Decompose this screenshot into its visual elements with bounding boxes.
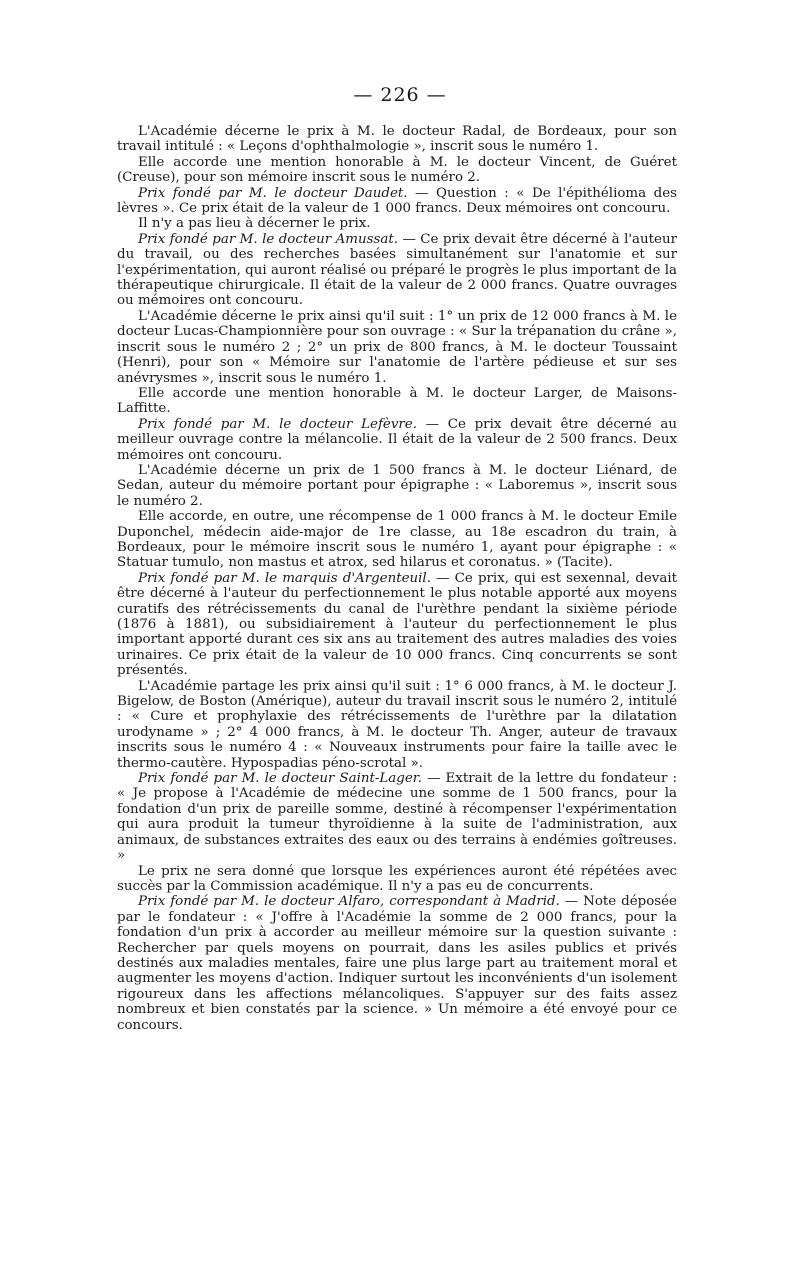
paragraph	[117, 864, 677, 895]
paragraph	[117, 509, 677, 571]
paragraph	[117, 124, 677, 155]
paragraph	[117, 232, 677, 309]
paragraph	[117, 155, 677, 186]
paragraph-text: L'Académie partage les prix ainsi qu'il suit : 1° 6 000 francs, à M. le docteur J. Bigelow, de Boston (Amérique), auteur du travail inscrit sous le numéro 2, intitulé : « Cure et prophylaxie des rétrécissements de l'urèthre par la dilatation urodyname » ; 2° 4 000 francs, à M. le docteur Th. Anger, auteur de travaux inscrits sous le numéro 4 : « Nouveaux instruments pour faire la taille avec le thermo-cautère. Hypospadias péno-scrotal ».	[117, 678, 677, 771]
paragraph-text: Elle accorde une mention honorable à M. le docteur Vincent, de Guéret (Creuse), pour son mémoire inscrit sous le numéro 2.	[117, 154, 677, 186]
paragraph-lead: Prix fondé par M. le marquis d'Argenteuil.	[138, 570, 431, 586]
paragraph-text: L'Académie décerne le prix à M. le docteur Radal, de Bordeaux, pour son travail intitulé : « Leçons d'ophthalmologie », inscrit sous le numéro 1.	[117, 124, 677, 155]
page-number: — 226 —	[353, 84, 447, 106]
paragraph-text: Il n'y a pas lieu à décerner le prix.	[138, 216, 371, 232]
paragraph-lead: Prix fondé par M. le docteur Alfaro, correspondant à Madrid.	[138, 894, 560, 910]
paragraph-text: Elle accorde une mention honorable à M. le docteur Larger, de Maisons-Laffitte.	[117, 385, 677, 417]
paragraph-text: — Note déposée par le fondateur : « J'offre à l'Académie la somme de 2 000 francs, pour la fondation d'un prix à accorder au meilleur mémoire sur la question suivante : Rechercher par quels moyens on pourrait, dans les asiles publics et privés destinés aux maladies mentales, faire une plus large part au traitement moral et augmenter les moyens d'action. Indiquer surtout les inconvénients d'un isolement rigoureux dans les affections mélancoliques. S'appuyer sur des faits assez nombreux et bien constatés par la science. » Un mémoire a été envoyé pour ce concours.	[117, 894, 677, 1033]
paragraph-lead: Prix fondé par M. le docteur Amussat.	[138, 231, 398, 247]
paragraph	[117, 186, 677, 217]
paragraph-text: — Extrait de la lettre du fondateur : « Je propose à l'Académie de médecine une somme de 1 500 francs, pour la fondation d'un prix de pareille somme, destiné à récompenser l'expérimentation qui aura produit la tumeur thyroïdienne à la suite de l'administration, aux animaux, de substances extraites des eaux ou des terrains à endémies goîtreuses. »	[117, 771, 677, 864]
paragraph-lead: Prix fondé par M. le docteur Lefèvre.	[138, 416, 417, 432]
paragraph-lead: Prix fondé par M. le docteur Saint-Lager.	[138, 771, 422, 787]
paragraph-text: Elle accorde, en outre, une récompense de 1 000 francs à M. le docteur Emile Duponchel, médecin aide-major de 1re classe, au 18e escadron du train, à Bordeaux, pour le mémoire inscrit sous le numéro 1, ayant pour épigraphe : « Statuar tumulo, non mastus et atrox, sed hilarus et coronatus. » (Tacite).	[117, 509, 677, 571]
paragraph	[117, 216, 677, 231]
paragraph-text: — Question : « De l'épithélioma des lèvres ». Ce prix était de la valeur de 1 000 francs. Deux mémoires ont concouru.	[117, 185, 677, 217]
paragraph	[117, 386, 677, 417]
body-text	[117, 124, 677, 1033]
paragraph-text: L'Académie décerne un prix de 1 500 francs à M. le docteur Liénard, de Sedan, auteur du mémoire portant pour épigraphe : « Laboremus », inscrit sous le numéro 2.	[117, 462, 677, 509]
paragraph	[117, 309, 677, 386]
paragraph-text: — Ce prix devait être décerné au meilleur ouvrage contre la mélancolie. Il était de la valeur de 2 500 francs. Deux mémoires ont concouru.	[117, 416, 677, 463]
paragraph	[117, 571, 677, 679]
paragraph-text: — Ce prix devait être décerné à l'auteur du travail, ou des recherches basées simultanément sur l'anatomie et sur l'expérimentation, qui auront réalisé ou préparé le progrès le plus important de la thérapeutique chirurgicale. Il était de la valeur de 2 000 francs. Quatre ouvrages ou mémoires ont concouru.	[117, 231, 677, 309]
paragraph	[117, 771, 677, 863]
paragraph	[117, 417, 677, 463]
paragraph-text: — Ce prix, qui est sexennal, devait être décerné à l'auteur du perfectionnement le plus notable apporté aux moyens curatifs des rétrécissements du canal de l'urèthre pendant la sixième période (1876 à 1881), ou subsidiairement à l'auteur du perfectionnement le plus important apporté durant ces six ans au traitement des autres maladies des voies urinaires. Ce prix était de la valeur de 10 000 francs. Cinq concurrents se sont présentés.	[117, 570, 677, 679]
paragraph-text: Le prix ne sera donné que lorsque les expériences auront été répétées avec succès par la Commission académique. Il n'y a pas eu de concurrents.	[117, 863, 677, 894]
paragraph-text: L'Académie décerne le prix ainsi qu'il suit : 1° un prix de 12 000 francs à M. le docteur Lucas-Championnière pour son ouvrage : « Sur la trépanation du crâne », inscrit sous le numéro 2 ; 2° un prix de 800 francs, à M. le docteur Toussaint (Henri), pour son « Mémoire sur l'anatomie de l'artère pédieuse et sur ses anévrysmes », inscrit sous le numéro 1.	[117, 308, 677, 386]
paragraph-lead: Prix fondé par M. le docteur Daudet.	[138, 185, 408, 201]
paragraph	[117, 463, 677, 509]
paragraph	[117, 679, 677, 771]
paragraph	[117, 894, 677, 1033]
